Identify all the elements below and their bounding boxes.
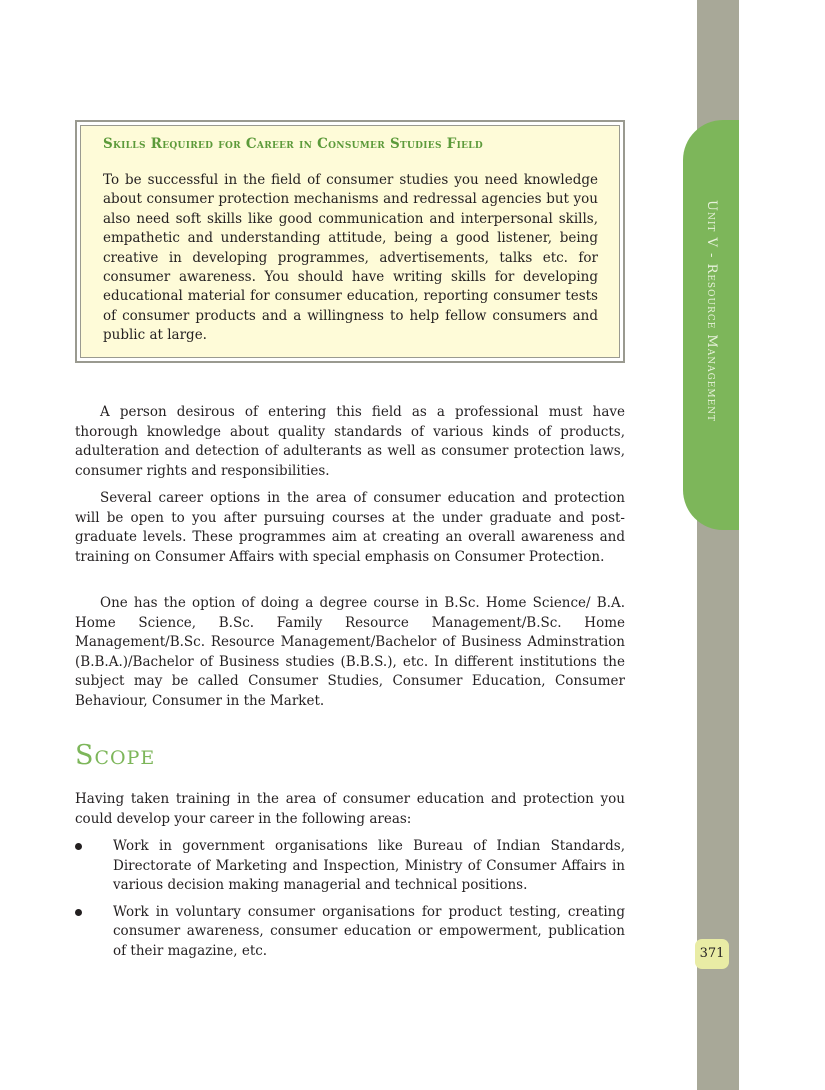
page-number: 371 [695,939,729,969]
bullet-dot-icon [75,909,82,916]
info-box-inner [80,125,620,358]
paragraph-professional: A person desirous of entering this field as a professional must have thorough knowledge about quality standards of various kinds of products, adulteration and detection of adulterants as well as consumer protection laws, consumer rights and responsibilities. [75,404,625,479]
unit-label: Unit V - Resource Management [704,200,719,423]
info-box-text: To be successful in the field of consumer studies you need knowledge about consumer protection mechanisms and redressal agencies but you also need soft skills like good communication and interpersonal skills, empathetic and understanding attitude, being a good listener, being creative in developing programmes, advertisements, talks etc. for consumer awareness. You should have writing skills for developing educational material for consumer education, reporting consumer tests of consumer products and a willingness to help fellow consumers and public at large. [103,172,598,344]
bullet-dot-icon [75,843,82,850]
bullet-text: Work in voluntary consumer organisations for product testing, creating consumer awareness, consumer education or empowerment, publication of their magazine, etc. [113,903,625,959]
paragraph-degree-courses: One has the option of doing a degree course in B.Sc. Home Science/ B.A. Home Science, B.Sc. Family Resource Management/B.Sc. Home Management/B.Sc. Resource Management/Bachelor of Business Adminstration (B.B.A.)/Bachelor of Business studies (B.B.S.), etc. In different institutions the subject may be called Consumer Studies, Consumer Education, Consumer Behaviour, Consumer in the Market. [75,595,625,709]
info-box-title: Skills Required for Career in Consumer Studies Field [103,136,484,152]
skills-info-box [75,120,625,363]
bullet-text: Work in government organisations like Bureau of Indian Standards, Directorate of Marketing and Inspection, Ministry of Consumer Affairs in various decision making managerial and technical positions. [113,838,625,894]
scope-bullet-list [75,837,625,969]
scope-intro: Having taken training in the area of consumer education and protection you could develop your career in the following areas: [75,791,625,827]
list-item [75,837,625,896]
scope-heading: Scope [75,740,156,771]
paragraph-career-options: Several career options in the area of consumer education and protection will be open to you after pursuing courses at the under graduate and post-graduate levels. These programmes aim at creating an overall awareness and training on Consumer Affairs with special emphasis on Consumer Protection. [75,490,625,565]
list-item [75,903,625,962]
